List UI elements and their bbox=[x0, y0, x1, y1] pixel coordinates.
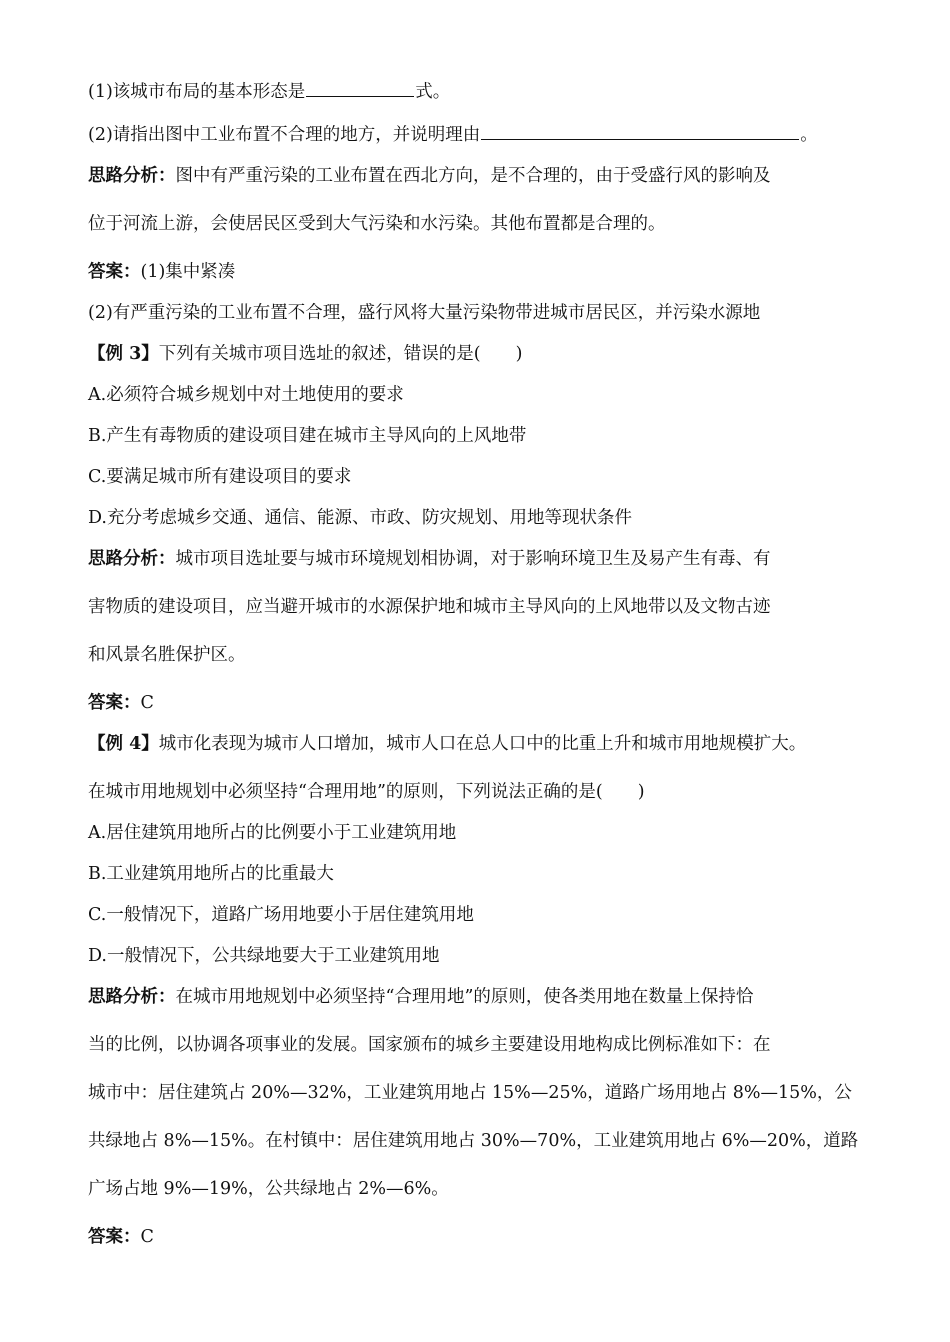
question-part-2-suffix: 。 bbox=[800, 125, 818, 145]
example-3-option-b: B.产生有毒物质的建设项目建在城市主导风向的上风地带 bbox=[88, 426, 527, 446]
example-4-option-c: C.一般情况下，道路广场用地要小于居住建筑用地 bbox=[88, 905, 474, 925]
example-4-analysis-line: 共绿地占 8%—15%。在村镇中：居住建筑用地占 30%—70%，工业建筑用地占 6%—20%，道路 bbox=[88, 1131, 859, 1151]
analysis-text: 图中有严重污染的工业布置在西北方向，是不合理的，由于受盛行风的影响及 bbox=[175, 166, 771, 186]
example-3-option-a: A.必须符合城乡规划中对土地使用的要求 bbox=[88, 385, 404, 405]
analysis-label: 思路分析： bbox=[88, 987, 176, 1007]
analysis-label: 思路分析： bbox=[88, 549, 176, 569]
example-4-tag: 【例 4】 bbox=[88, 734, 159, 754]
analysis-paragraph-line bbox=[88, 164, 878, 188]
question-part-1-text: (1)该城市布局的基本形态是 bbox=[88, 82, 306, 102]
example-3-option-c: C.要满足城市所有建设项目的要求 bbox=[88, 467, 352, 487]
example-3-option-d: D.充分考虑城乡交通、通信、能源、市政、防灾规划、用地等现状条件 bbox=[88, 508, 632, 528]
example-3-tag: 【例 3】 bbox=[88, 344, 159, 364]
example-4-question-text: 城市化表现为城市人口增加，城市人口在总人口中的比重上升和城市用地规模扩大。 bbox=[158, 734, 807, 754]
example-3-analysis-line: 和风景名胜保护区。 bbox=[88, 645, 246, 665]
answer-text: (1)集中紧凑 bbox=[140, 262, 236, 282]
example-3-analysis-line: 害物质的建设项目，应当避开城市的水源保护地和城市主导风向的上风地带以及文物古迹 bbox=[88, 597, 771, 617]
example-3-question-text: 下列有关城市项目选址的叙述，错误的是( ) bbox=[158, 344, 523, 364]
example-4-analysis-line: 城市中：居住建筑占 20%—32%，工业建筑用地占 15%—25%，道路广场用地占 8%—15%，公 bbox=[88, 1083, 852, 1103]
example-4-option-b: B.工业建筑用地所占的比重最大 bbox=[88, 864, 334, 884]
question-part-2-text: (2)请指出图中工业布置不合理的地方，并说明理由 bbox=[88, 125, 481, 145]
analysis-paragraph-line: 位于河流上游，会使居民区受到大气污染和水污染。其他布置都是合理的。 bbox=[88, 214, 666, 234]
example-4-question-line-2: 在城市用地规划中必须坚持“合理用地”的原则，下列说法正确的是( ) bbox=[88, 782, 645, 802]
answer-text: C bbox=[140, 1227, 154, 1247]
answer-line bbox=[88, 260, 878, 284]
answer-text: C bbox=[140, 693, 154, 713]
answer-blank-1 bbox=[306, 78, 414, 97]
example-4-analysis-line bbox=[88, 985, 878, 1009]
question-part-1 bbox=[88, 78, 878, 104]
analysis-label: 思路分析： bbox=[88, 166, 176, 186]
analysis-text: 城市项目选址要与城市环境规划相协调，对于影响环境卫生及易产生有毒、有 bbox=[175, 549, 771, 569]
answer-label: 答案： bbox=[88, 693, 141, 713]
example-4-analysis-line: 当的比例，以协调各项事业的发展。国家颁布的城乡主要建设用地构成比例标准如下：在 bbox=[88, 1035, 771, 1055]
example-4-question bbox=[88, 732, 878, 756]
example-3-answer bbox=[88, 691, 878, 715]
document-page bbox=[88, 78, 878, 1249]
answer-label: 答案： bbox=[88, 262, 141, 282]
example-4-analysis-line: 广场占地 9%—19%，公共绿地占 2%—6%。 bbox=[88, 1179, 449, 1199]
question-part-2 bbox=[88, 121, 878, 147]
answer-line: (2)有严重污染的工业布置不合理，盛行风将大量污染物带进城市居民区，并污染水源地 bbox=[88, 303, 761, 323]
example-3-analysis-line bbox=[88, 547, 878, 571]
example-3-question bbox=[88, 342, 878, 366]
answer-blank-2 bbox=[481, 121, 799, 140]
example-4-answer bbox=[88, 1225, 878, 1249]
example-4-option-a: A.居住建筑用地所占的比例要小于工业建筑用地 bbox=[88, 823, 457, 843]
analysis-text: 在城市用地规划中必须坚持“合理用地”的原则，使各类用地在数量上保持恰 bbox=[175, 987, 754, 1007]
answer-label: 答案： bbox=[88, 1227, 141, 1247]
question-part-1-suffix: 式。 bbox=[415, 82, 451, 102]
example-4-option-d: D.一般情况下，公共绿地要大于工业建筑用地 bbox=[88, 946, 440, 966]
